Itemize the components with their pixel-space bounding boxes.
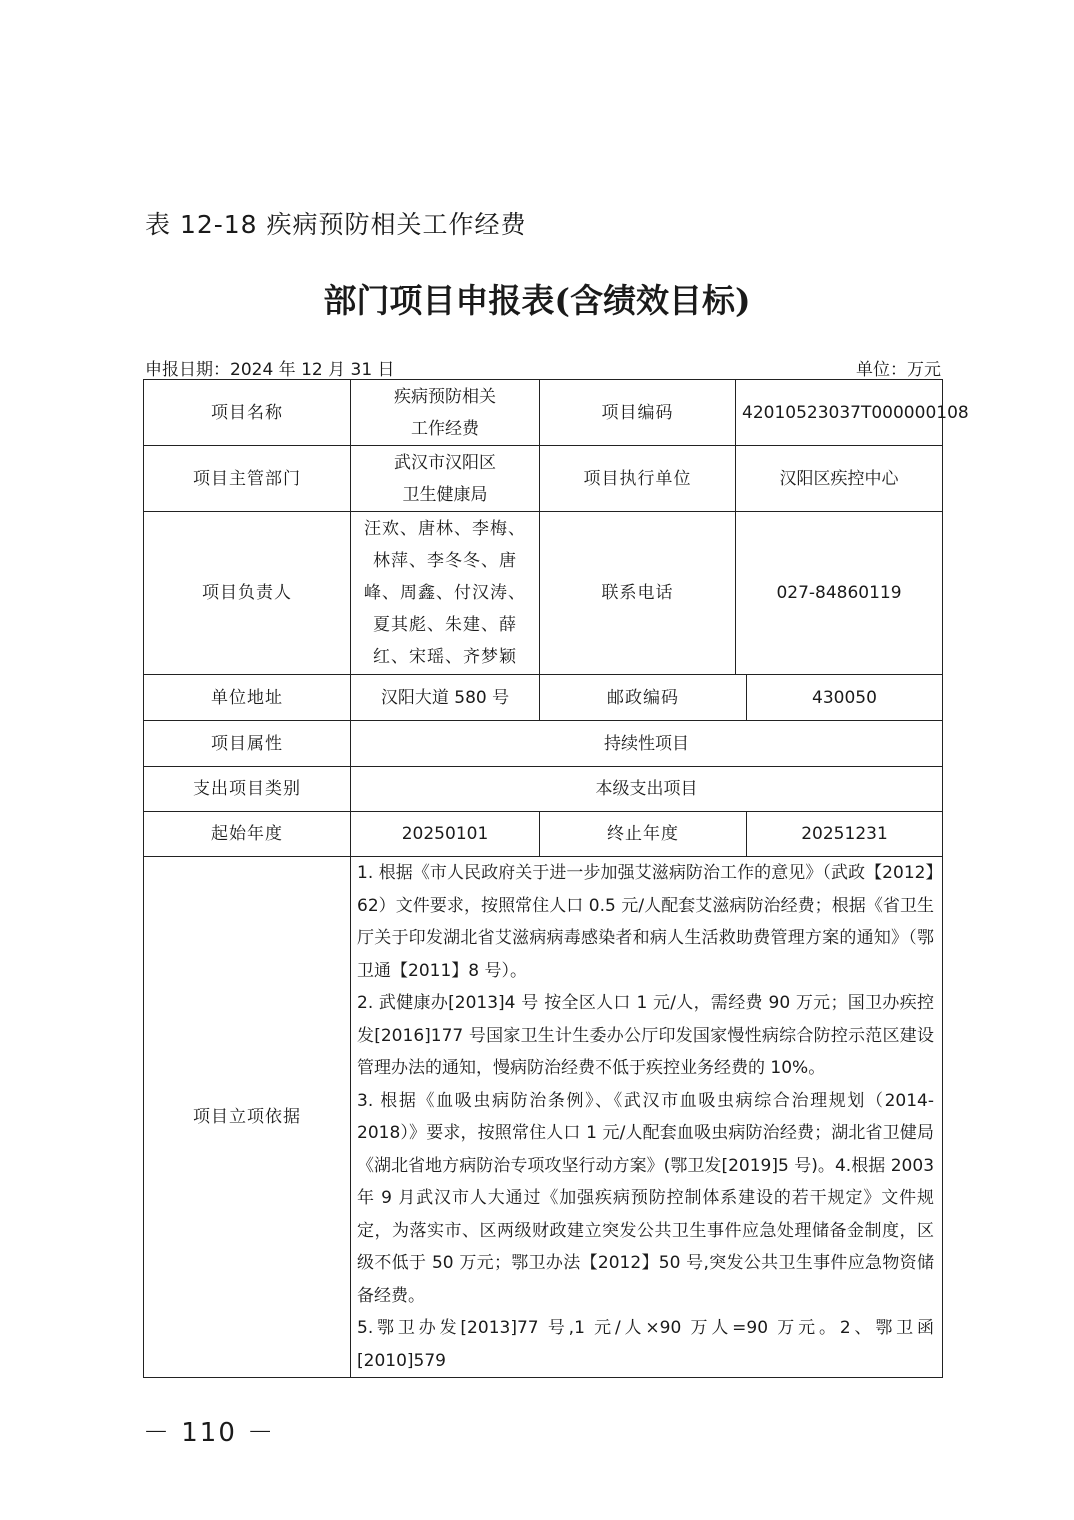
report-date: 申报日期：2024 年 12 月 31 日 [145, 360, 395, 380]
table-row [144, 512, 943, 675]
table-row [144, 675, 943, 721]
category-label: 支出项目类别 [144, 767, 351, 812]
exec-unit-label: 项目执行单位 [540, 446, 736, 512]
table-row [144, 767, 943, 812]
basis-content [351, 857, 943, 1378]
project-name-label: 项目名称 [144, 380, 351, 446]
postcode-value: 430050 [747, 675, 943, 721]
attribute-value: 持续性项目 [351, 721, 943, 767]
phone-value: 027-84860119 [736, 512, 943, 675]
address-label: 单位地址 [144, 675, 351, 721]
project-application-table [143, 379, 969, 1378]
start-year-value: 20250101 [351, 812, 540, 857]
dept-label: 项目主管部门 [144, 446, 351, 512]
leader-value: 汪欢、唐林、李梅、林萍、李冬冬、唐峰、周鑫、付汉涛、夏其彪、朱建、薛红、宋瑶、齐梦颖 [351, 512, 540, 675]
table-row [144, 812, 943, 857]
page-number: － 110 － [143, 1418, 276, 1448]
category-value: 本级支出项目 [351, 767, 943, 812]
basis-paragraph: 3. 根据《血吸虫病防治条例》、《武汉市血吸虫病综合治理规划（2014-2018）》要求，按照常住人口 1 元/人配套血吸虫病防治经费；湖北省卫健局《湖北省地方病防治专项攻坚行动方案》(鄂卫发[2019]5 号)。4.根据 2003 年 9 月武汉市人大通过《加强疾病预防控制体系建设的若干规定》文件规定，为落实市、区两级财政建立突发公共卫生事件应急处理储备金制度，区级不低于 50 万元；鄂卫办法【2012】50 号,突发公共卫生事件应急物资储备经费。 [357, 1090, 935, 1306]
table-row [144, 721, 943, 767]
unit-label: 单位：万元 [856, 360, 941, 380]
leader-label: 项目负责人 [144, 512, 351, 675]
basis-paragraph: 5.鄂卫办发[2013]77 号,1 元/人×90 万人=90 万元。2、鄂卫函[2010]579 [357, 1318, 935, 1371]
project-code-value: 42010523037T000000108 [736, 380, 943, 446]
end-year-label: 终止年度 [540, 812, 747, 857]
basis-paragraph: 1. 根据《市人民政府关于进一步加强艾滋病防治工作的意见》（武政【2012】62）文件要求，按照常住人口 0.5 元/人配套艾滋病防治经费；根据《省卫生厅关于印发湖北省艾滋病病毒感染者和病人生活救助费管理方案的通知》（鄂卫通【2011】8 号）。 [357, 863, 935, 981]
table-caption: 表 12-18 疾病预防相关工作经费 [145, 210, 527, 239]
basis-paragraph: 2. 武健康办[2013]4 号 按全区人口 1 元/人，需经费 90 万元；国卫办疾控发[2016]177 号国家卫生计生委办公厅印发国家慢性病综合防控示范区建设管理办法的通知，慢病防治经费不低于疾控业务经费的 10%。 [357, 993, 935, 1078]
table-row [144, 446, 943, 512]
end-year-value: 20251231 [747, 812, 943, 857]
attribute-label: 项目属性 [144, 721, 351, 767]
document-title: 部门项目申报表(含绩效目标) [323, 281, 751, 320]
phone-label: 联系电话 [540, 512, 736, 675]
start-year-label: 起始年度 [144, 812, 351, 857]
table-row [144, 857, 943, 1378]
table-row [144, 380, 943, 446]
basis-label: 项目立项依据 [144, 857, 351, 1378]
dept-value: 武汉市汉阳区 卫生健康局 [351, 446, 540, 512]
project-name-value: 疾病预防相关 工作经费 [351, 380, 540, 446]
postcode-label: 邮政编码 [540, 675, 747, 721]
project-code-label: 项目编码 [540, 380, 736, 446]
address-value: 汉阳大道 580 号 [351, 675, 540, 721]
exec-unit-value: 汉阳区疾控中心 [736, 446, 943, 512]
